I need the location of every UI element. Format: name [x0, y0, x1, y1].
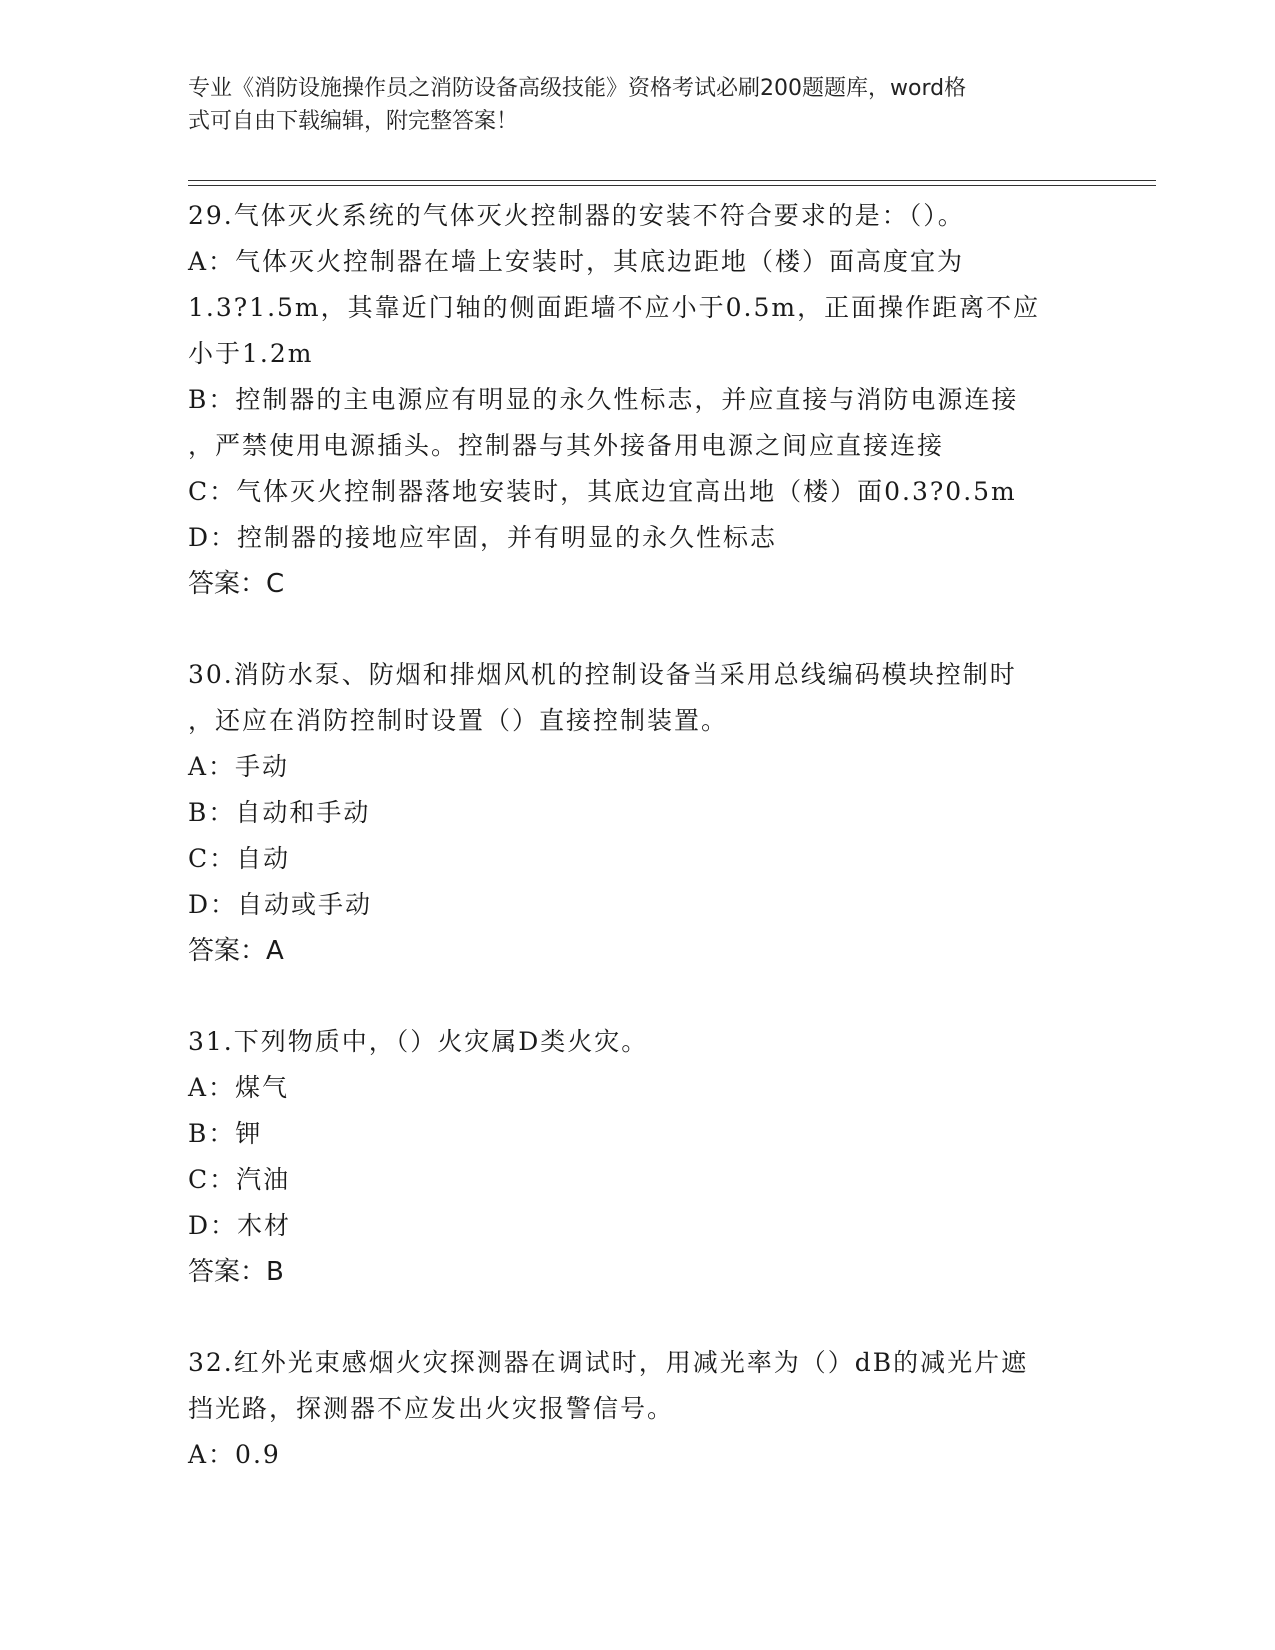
question-32 — [188, 1340, 1118, 1478]
question-text: 31.下列物质中，（）火灾属D类火灾。 — [188, 1027, 649, 1056]
header-line: 式可自由下载编辑，附完整答案！ — [188, 109, 519, 134]
question-31 — [188, 1019, 1118, 1295]
header-divider — [188, 180, 1156, 181]
option-d: D：控制器的接地应牢固，并有明显的永久性标志 — [188, 523, 778, 552]
option-b-cont: ，严禁使用电源插头。控制器与其外接备用电源之间应直接连接 — [188, 431, 945, 460]
option-a: A：煤气 — [188, 1073, 290, 1102]
answer: 答案：B — [188, 1257, 284, 1287]
question-30 — [188, 652, 1118, 974]
option-b: B：钾 — [188, 1119, 263, 1148]
option-c: C：自动 — [188, 844, 291, 873]
question-text-cont: 挡光路，探测器不应发出火灾报警信号。 — [188, 1394, 675, 1423]
header-divider — [188, 185, 1156, 186]
option-a-cont: 小于1.2m — [188, 339, 314, 368]
question-text: 30.消防水泵、防烟和排烟风机的控制设备当采用总线编码模块控制时 — [188, 660, 1017, 689]
option-d: D：自动或手动 — [188, 890, 373, 919]
question-29 — [188, 193, 1118, 607]
option-a: A：气体灭火控制器在墙上安装时，其底边距地（楼）面高度宜为 — [188, 247, 965, 276]
question-list — [188, 193, 1118, 1523]
option-d: D：木材 — [188, 1211, 292, 1240]
option-a-cont: 1.3?1.5m，其靠近门轴的侧面距墙不应小于0.5m，正面操作距离不应 — [188, 293, 1041, 322]
option-b: B：自动和手动 — [188, 798, 371, 827]
option-a: A：手动 — [188, 752, 290, 781]
option-a: A：0.9 — [188, 1440, 281, 1469]
question-text: 32.红外光束感烟火灾探测器在调试时，用减光率为（）dB的减光片遮 — [188, 1348, 1029, 1377]
option-b: B：控制器的主电源应有明显的永久性标志，并应直接与消防电源连接 — [188, 385, 1019, 414]
answer: 答案：C — [188, 569, 285, 599]
question-text: 29.气体灭火系统的气体灭火控制器的安装不符合要求的是：（）。 — [188, 201, 965, 230]
option-c: C：气体灭火控制器落地安装时，其底边宜高出地（楼）面0.3?0.5m — [188, 477, 1017, 506]
header-line: 专业《消防设施操作员之消防设备高级技能》资格考试必刷200题题库，word格 — [188, 76, 967, 101]
answer: 答案：A — [188, 936, 284, 966]
option-c: C：汽油 — [188, 1165, 291, 1194]
question-text-cont: ，还应在消防控制时设置（）直接控制装置。 — [188, 706, 729, 735]
document-header — [188, 72, 1088, 138]
